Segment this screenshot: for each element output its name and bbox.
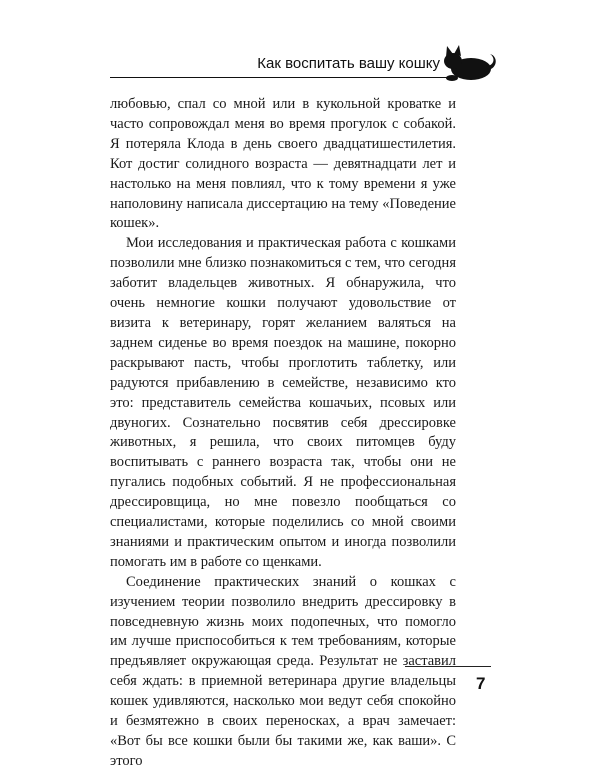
footer-rule bbox=[405, 666, 491, 667]
paragraph-2: Мои исследования и практическая работа с кошками позволили мне близко познакомиться с тем, что сегодня заботит владельцев животных. Я обнаружила, что очень немногие кошки получают удовольствие от визита к ветеринару, горят желанием валяться на заднем сиденье во время поездок на машине, покорно раскрывают пасть, чтобы проглотить таблетку, или радуются прибавлению в семействе, независимо кто это: представитель семейства кошачьих, псовых или двуногих. Сознательно посвятив себя дрессировке животных, я решила, что своих питомцев буду воспитывать с раннего возраста так, чтобы они не пугались подобных событий. Я не профессиональная дрессировщица, но мне повезло пообщаться со специалистами, которые поделились со мной своими знаниями и практическим опытом и иногда позволили помогать им в работе со щенками. bbox=[110, 235, 456, 570]
paragraph-3: Соединение практических знаний о кошках с изучением теории позволило внедрить дрессировку в повседневную жизнь моих подопечных, что помогло им лучше приспособиться к тем требованиям, которые предъявляет окружающая среда. Результат не заставил себя ждать: в приемной ветеринара другие владельцы кошек удивляются, насколько мои ведут себя спокойно и безмятежно в своих переносках, а врач замечает: «Вот бы все кошки были бы такими же, как ваши». С этого bbox=[110, 573, 456, 769]
header-rule bbox=[110, 77, 455, 78]
running-header-title: Как воспитать вашу кошку bbox=[257, 55, 440, 72]
body-text bbox=[110, 95, 456, 772]
cat-silhouette-icon bbox=[438, 36, 498, 86]
page-number: 7 bbox=[476, 674, 486, 693]
paragraph-1: любовью, спал со мной или в кукольной кроватке и часто сопровождал меня во время прогулок с собакой. Я потеряла Клода в день своего двадцатишестилетия. Кот достиг солидного возраста — девятнадцати лет и настолько на меня повлиял, что к тому времени я уже наполовину написала диссертацию на тему «Поведение кошек». bbox=[110, 96, 456, 232]
